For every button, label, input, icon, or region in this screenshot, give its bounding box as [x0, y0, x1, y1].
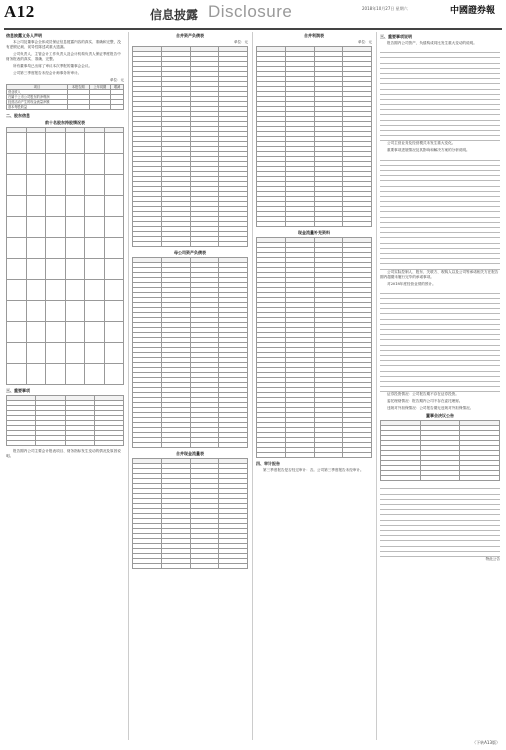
header-rule	[4, 28, 502, 30]
table-cell	[133, 564, 162, 569]
table-cell: 营业收入	[7, 90, 68, 95]
table-unit: 单位：元	[110, 78, 124, 82]
table-cell	[161, 564, 190, 569]
subheading: 三、重要事项说明	[380, 34, 412, 39]
date-line: 2018年10月27日 星期六	[362, 6, 408, 11]
paragraph: 所有董事均已出席了审议本次季报的董事会会议。	[13, 64, 93, 68]
table-cell	[133, 443, 162, 448]
paragraph: 公司第三季度报告未经会计师事务所审计。	[13, 71, 82, 75]
section-title-en: Disclosure	[208, 2, 293, 21]
column-2	[132, 32, 248, 740]
table-header: 项目	[7, 85, 68, 90]
paragraph: 违规对外担保情况：公司报告期无违规对外担保情况。	[387, 406, 474, 411]
table-row	[381, 476, 500, 481]
paragraph: 公司实际控制人、股东、关联方、收购人以及公司等承诺相关方在报告期内超期未履行完毕的承诺事项。	[380, 269, 499, 279]
table-row	[257, 222, 372, 227]
table-caption: 现金流量补充资料	[298, 230, 330, 235]
continued-note: （下转A13版）	[472, 740, 500, 745]
closing-text: 特此公告	[485, 556, 500, 561]
table-header: 本报告期	[67, 85, 89, 90]
table-cell	[257, 453, 286, 458]
table-cell	[133, 242, 162, 247]
table-cell	[343, 222, 372, 227]
column-heading: 合并资产负债表	[176, 33, 204, 38]
table-cell	[190, 443, 219, 448]
column-heading: 信息披露义务人声明	[6, 33, 42, 38]
table-header: 上年同期	[89, 85, 111, 90]
paragraph: 重要事项进展情况及其影响和解决方案的分析说明。	[387, 148, 470, 153]
paragraph: 第三季度报告是否经过审计：否。公司第三季度报告未经审计。	[263, 468, 364, 472]
table-cell	[314, 453, 343, 458]
table-cell	[161, 242, 190, 247]
subheading: 二、股东信息	[6, 113, 30, 118]
table-unit: 单位：元	[358, 40, 372, 44]
paragraph: 本公司及董事会全体成员保证信息披露内容的真实、准确和完整，没有虚假记载、误导性陈述或重大遗漏。	[6, 40, 121, 49]
table-caption: 母公司资产负债表	[174, 250, 206, 255]
table-cell	[257, 222, 286, 227]
page-header	[0, 0, 506, 30]
table-row	[7, 105, 124, 110]
column-heading: 合并利润表	[304, 33, 324, 38]
table-cell	[190, 564, 219, 569]
table-row	[133, 242, 248, 247]
subheading: 四、审计报告	[256, 461, 280, 466]
table-caption: 董事会决议公告	[426, 413, 454, 419]
table-row	[133, 564, 248, 569]
table-cell: 基本每股收益	[7, 105, 68, 110]
table-cell	[314, 222, 343, 227]
column-4	[380, 32, 500, 740]
table-cell	[460, 476, 500, 481]
table-cell	[381, 476, 421, 481]
paragraph: 报告期内公司资产、负债构成同比发生重大变动的说明。	[387, 41, 477, 45]
table-cell	[190, 242, 219, 247]
notice-table	[380, 420, 500, 481]
page-number: A12	[4, 2, 35, 21]
table-cell	[161, 443, 190, 448]
table-row	[133, 443, 248, 448]
table-unit: 单位：元	[234, 40, 248, 44]
table-cell: 归属于上市公司股东的净利润	[7, 95, 68, 100]
subheading: 三、重要事项	[6, 388, 30, 393]
table-cell	[285, 453, 314, 458]
paragraph: 公司负责人、主管会计工作负责人及会计机构负责人保证季度报告中财务报表的真实、准确、完整。	[6, 52, 121, 61]
table-caption: 前十名股东持股情况表	[45, 120, 85, 125]
paragraph: 证券投资情况：公司报告期不存在证券投资。	[387, 392, 459, 397]
table-cell	[343, 453, 372, 458]
table-cell	[219, 242, 248, 247]
income-statement-table	[256, 46, 372, 227]
parent-balance-table	[132, 257, 248, 448]
table-row	[257, 453, 372, 458]
column-divider	[128, 32, 129, 740]
paragraph: 报告期内公司主要会计报表项目、财务指标发生变动的情况及原因说明。	[6, 449, 121, 458]
table-cell: 经营活动产生的现金流量净额	[7, 100, 68, 105]
cash-flow-table	[132, 458, 248, 569]
section-title-cn: 信息披露	[150, 8, 199, 22]
table-caption: 合并现金流量表	[176, 451, 204, 456]
table-cell	[219, 564, 248, 569]
shareholder-table	[6, 127, 124, 385]
balance-sheet-table	[132, 46, 248, 247]
column-divider	[252, 32, 253, 740]
paragraph: 委托理财情况：报告期内公司不存在委托理财。	[387, 399, 463, 404]
column-divider	[376, 32, 377, 740]
newspaper-masthead: 中國證券報	[450, 6, 496, 16]
table-cell	[219, 443, 248, 448]
matters-table	[6, 395, 124, 446]
financial-table	[6, 84, 124, 110]
table-header: 增减	[111, 85, 124, 90]
table-cell	[420, 476, 460, 481]
column-1	[6, 32, 124, 740]
table-cell	[285, 222, 314, 227]
paragraph: 公司主营业务及经营模式未发生重大变化。	[387, 141, 456, 146]
supplement-table	[256, 237, 372, 458]
paragraph: 对2018年度经营业绩的预计。	[387, 281, 436, 286]
column-3	[256, 32, 372, 740]
